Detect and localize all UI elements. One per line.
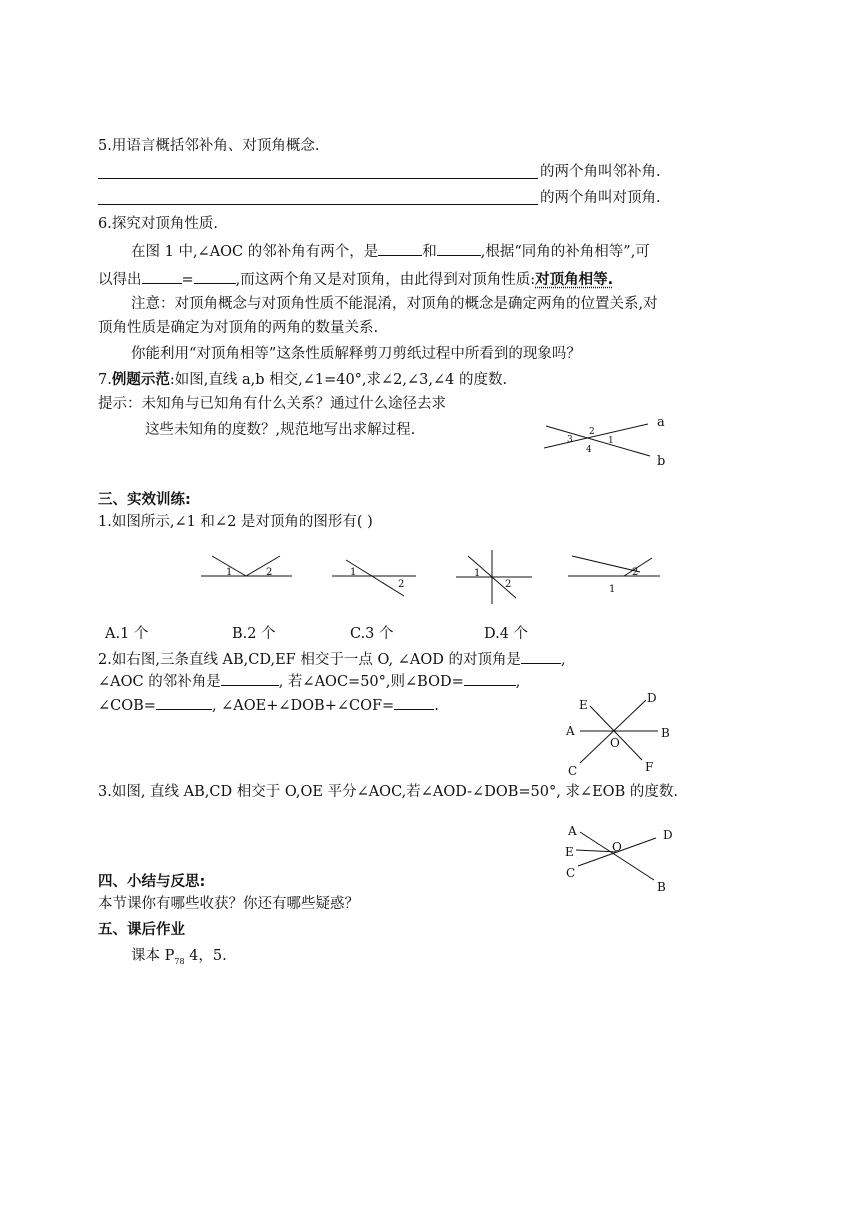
label-B: B xyxy=(661,726,670,740)
s5-title: 5.用语言概括邻补角、对顶角概念. xyxy=(98,138,320,154)
sec3-title: 三、实效训练: xyxy=(98,492,191,508)
s6-note2: 顶角性质是确定为对顶角的两角的数量关系. xyxy=(98,320,379,336)
s7-line: 7.例题示范:如图,直线 a,b 相交,∠1=40°,求∠2,∠3,∠4 的度数. xyxy=(98,372,508,388)
sec4-title: 四、小结与反思: xyxy=(98,874,206,890)
answer-blank[interactable] xyxy=(221,670,279,686)
label-C: C xyxy=(566,866,576,880)
s7-hint1: 提示：未知角与已知角有什么关系？通过什么途径去求 xyxy=(98,396,446,412)
label-A: A xyxy=(568,824,577,838)
q2-line3: ∠COB= , ∠AOE+∠DOB+∠COF= . xyxy=(98,694,439,716)
sec5-title: 五、课后作业 xyxy=(98,922,185,938)
label-E: E xyxy=(565,845,574,859)
fig-label-2: 2 xyxy=(505,579,512,590)
label-E: E xyxy=(579,698,588,712)
fig-label-1: 1 xyxy=(226,567,233,578)
option-c[interactable]: C.3 个 xyxy=(350,626,394,642)
q1-figure-4 xyxy=(568,556,660,595)
option-d[interactable]: D.4 个 xyxy=(484,626,529,642)
label-F: F xyxy=(645,760,654,774)
s6-question: 你能利用“对顶角相等”这条性质解释剪刀剪纸过程中所看到的现象吗？ xyxy=(131,346,581,362)
option-a[interactable]: A.1 个 xyxy=(105,626,149,642)
label-4: 4 xyxy=(586,445,592,455)
property-bold: 对顶角相等. xyxy=(535,272,614,288)
fig-label-1: 1 xyxy=(609,584,616,595)
q3-figure xyxy=(565,824,673,894)
label-D: D xyxy=(663,828,673,842)
fig-label-2: 2 xyxy=(632,567,639,578)
label-C: C xyxy=(568,764,578,778)
fig-label-2: 2 xyxy=(398,579,405,590)
s6-para1: 在图 1 中,∠AOC 的邻补角有两个，是 和 ,根据“同角的补角相等”,可 xyxy=(131,240,650,262)
s5-line2-suffix: 的两个角叫对顶角. xyxy=(540,190,661,206)
fig-label-1: 1 xyxy=(474,568,481,579)
q1-figure-3 xyxy=(456,550,532,604)
fig-label-2: 2 xyxy=(266,567,273,578)
option-b[interactable]: B.2 个 xyxy=(232,626,276,642)
q2-line1: 2.如右图,三条直线 AB,CD,EF 相交于一点 O, ∠AOD 的对顶角是 , xyxy=(98,648,566,670)
q1-figure-2 xyxy=(332,560,416,596)
answer-blank[interactable] xyxy=(156,694,212,710)
label-O: O xyxy=(610,736,620,750)
q1-text: 1.如图所示,∠1 和∠2 是对顶角的图形有( ) xyxy=(98,514,373,530)
answer-blank[interactable] xyxy=(464,670,516,686)
s6-para2: 以得出 = ,而这两个角又是对顶角，由此得到对顶角性质:对顶角相等. xyxy=(98,268,613,290)
label-A: A xyxy=(566,724,575,738)
label-3: 3 xyxy=(567,435,573,445)
s7-hint2: 这些未知角的度数？,规范地写出求解过程. xyxy=(145,422,416,438)
label-O: O xyxy=(612,840,622,854)
label-b: b xyxy=(657,454,666,469)
s5-line1-suffix: 的两个角叫邻补角. xyxy=(540,164,661,180)
s6-note1: 注意：对顶角概念与对顶角性质不能混淆，对顶角的概念是确定两角的位置关系,对 xyxy=(131,296,658,312)
s6-title: 6.探究对顶角性质. xyxy=(98,216,218,232)
fig-label-1: 1 xyxy=(350,567,357,578)
label-2: 2 xyxy=(589,427,595,437)
answer-blank[interactable] xyxy=(394,694,434,710)
label-a: a xyxy=(657,415,665,430)
label-B: B xyxy=(657,880,666,894)
q2-figure xyxy=(565,691,670,778)
label-D: D xyxy=(647,691,657,705)
sec4-text: 本节课你有哪些收获？你还有哪些疑惑？ xyxy=(98,896,359,912)
answer-blank[interactable] xyxy=(521,648,561,664)
q1-figure-1 xyxy=(201,556,292,578)
sec5-text: 课本 $P_{78}$ 4，5. xyxy=(131,948,227,966)
example-figure xyxy=(544,415,665,469)
label-1: 1 xyxy=(608,436,614,446)
q2-line2: ∠AOC 的邻补角是 , 若∠AOC=50°,则∠BOD= , xyxy=(98,670,520,692)
q3-text: 3.如图, 直线 AB,CD 相交于 O,OE 平分∠AOC,若∠AOD-∠DOB=50°, 求∠EOB 的度数. xyxy=(98,784,678,800)
